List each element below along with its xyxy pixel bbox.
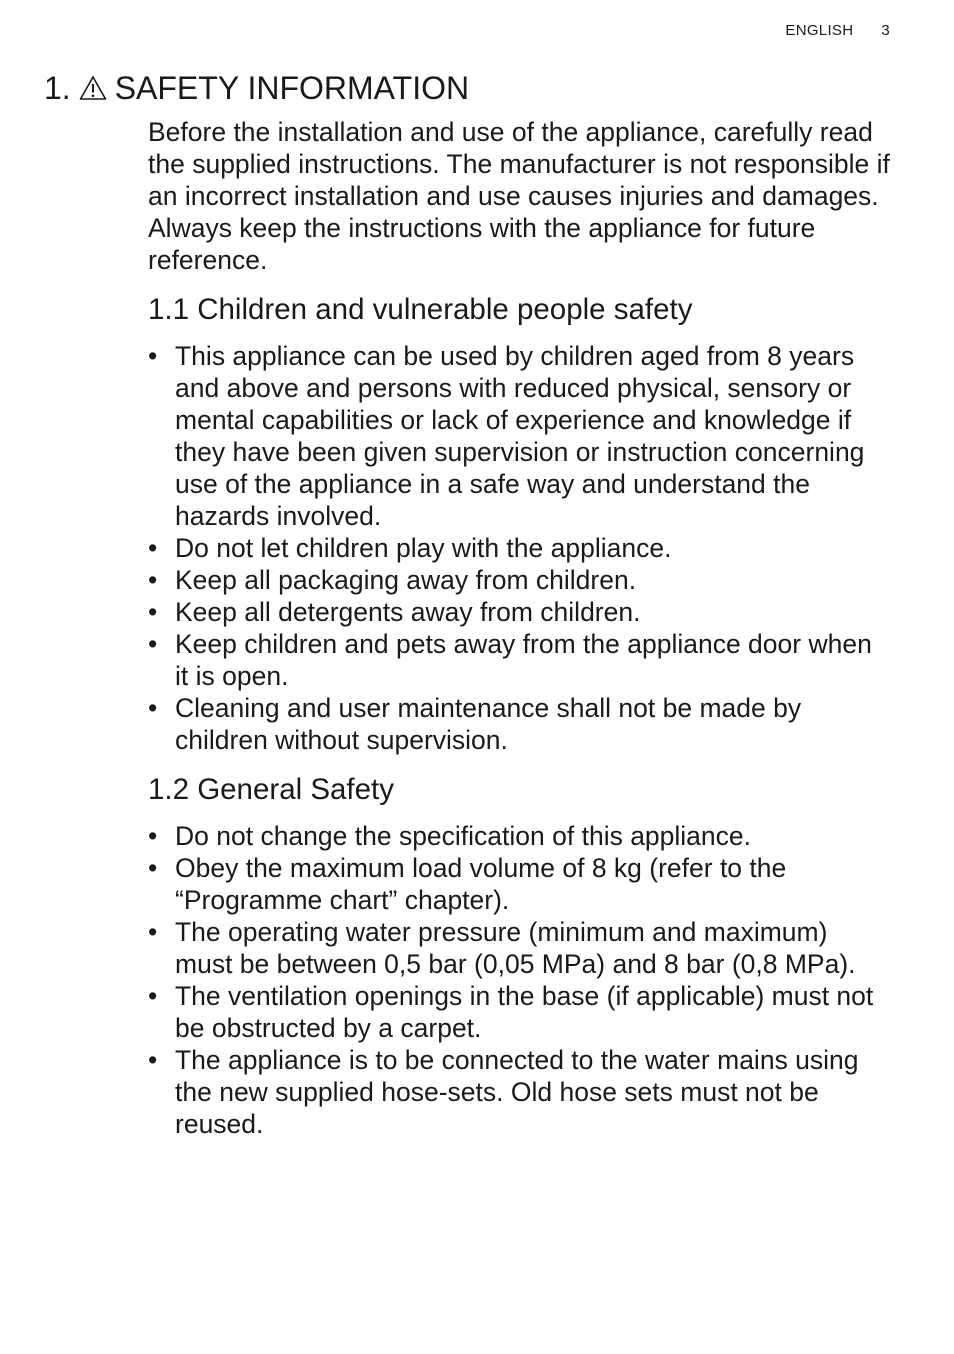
bullet-icon: • — [148, 981, 158, 1011]
bullet-icon: • — [148, 629, 158, 659]
section-title — [44, 66, 469, 110]
bullet-icon: • — [148, 917, 158, 947]
subsection-title-general-safety: 1.2 General Safety — [148, 773, 394, 806]
list-item: • Do not change the specification of this appliance. — [148, 821, 752, 851]
bullet-icon: • — [148, 1045, 158, 1075]
section-number: 1. — [44, 70, 71, 106]
subsection-title-children-safety: 1.1 Children and vulnerable people safety — [148, 293, 693, 326]
bullet-icon: • — [148, 597, 158, 627]
list-item: • The operating water pressure (minimum and maximum) must be between 0,5 bar (0,05 MPa) and 8 bar (0,8 MPa). — [148, 917, 856, 979]
bullet-icon: • — [148, 853, 158, 883]
list-item: • Keep children and pets away from the appliance door when it is open. — [148, 629, 872, 691]
list-item: • Obey the maximum load volume of 8 kg (refer to the “Programme chart” chapter). — [148, 853, 787, 915]
list-item: • This appliance can be used by children aged from 8 years and above and persons with reduced physical, sensory or mental capabilities or lack of experience and knowledge if they have been given supervision or instruction concerning use of the appliance in a safe way and understand the hazards involved. — [148, 341, 865, 531]
bullet-icon: • — [148, 693, 158, 723]
list-item: • The ventilation openings in the base (if applicable) must not be obstructed by a carpet. — [148, 981, 874, 1043]
list-item: • Keep all packaging away from children. — [148, 565, 637, 595]
language-label: ENGLISH — [785, 22, 854, 39]
list-item: • Cleaning and user maintenance shall not be made by children without supervision. — [148, 693, 802, 755]
warning-triangle-icon — [79, 75, 107, 101]
list-item: • The appliance is to be connected to the water mains using the new supplied hose-sets. Old hose sets must not be reused. — [148, 1045, 859, 1139]
general-safety-list — [148, 820, 892, 1140]
bullet-icon: • — [148, 565, 158, 595]
children-safety-list — [148, 340, 892, 756]
list-item: • Keep all detergents away from children. — [148, 597, 641, 627]
bullet-icon: • — [148, 821, 158, 851]
intro-paragraph: Before the installation and use of the appliance, carefully read the supplied instructions. The manufacturer is not responsible if an incorrect installation and use causes injuries and damages. Always keep the instructions with the appliance for future reference. — [148, 117, 890, 275]
section-title-text: SAFETY INFORMATION — [114, 70, 470, 106]
bullet-icon: • — [148, 341, 158, 371]
page-header — [785, 22, 890, 39]
bullet-icon: • — [148, 533, 158, 563]
list-item: • Do not let children play with the appliance. — [148, 533, 672, 563]
page-number: 3 — [881, 22, 890, 39]
main-content — [148, 116, 892, 1154]
